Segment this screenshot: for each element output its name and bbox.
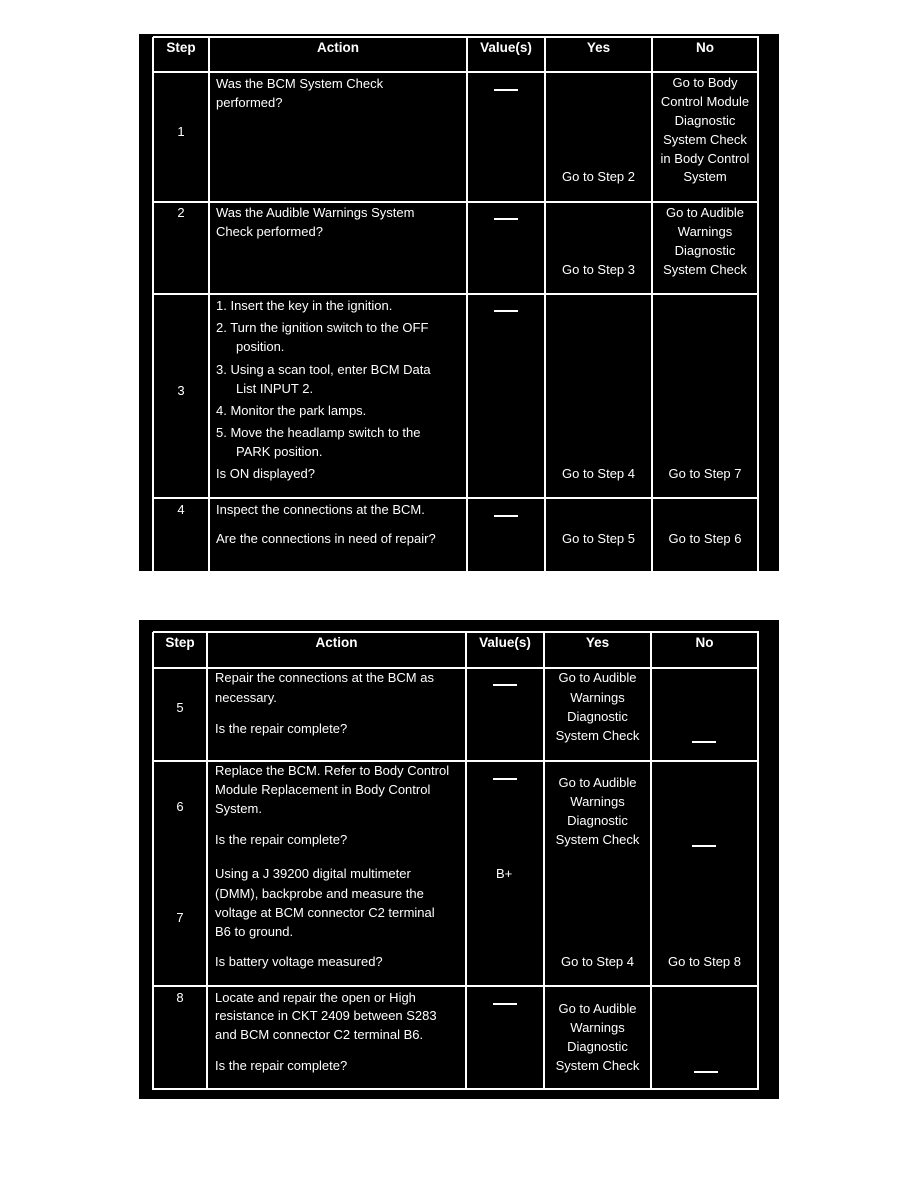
- no-dash: [694, 1071, 718, 1073]
- action-text: Is the repair complete?: [215, 721, 348, 736]
- no-dash: [692, 741, 716, 743]
- action-text: Was the BCM System Check: [216, 76, 384, 91]
- action-text: Are the connections in need of repair?: [216, 531, 436, 546]
- header-step: Step: [166, 40, 196, 55]
- yes-cell: Go to Audible: [558, 775, 637, 790]
- action-text: Check performed?: [216, 224, 323, 239]
- yes-cell: Go to Audible: [558, 1001, 637, 1016]
- step-number: 3: [177, 383, 185, 398]
- value-cell: B+: [496, 866, 513, 881]
- action-text: 1. Insert the key in the ignition.: [216, 298, 393, 313]
- action-text: Is ON displayed?: [216, 466, 315, 481]
- no-cell: Go to Audible: [665, 205, 745, 220]
- no-cell: System Check: [663, 262, 747, 277]
- action-text: position.: [236, 339, 285, 354]
- action-text: List INPUT 2.: [236, 381, 314, 396]
- action-text: Locate and repair the open or High: [215, 990, 416, 1005]
- step-number: 1: [177, 124, 185, 139]
- yes-cell: Warnings: [570, 1020, 625, 1035]
- no-cell: Go to Step 6: [668, 531, 742, 546]
- yes-cell: Go to Step 3: [562, 262, 635, 277]
- action-text: Module Replacement in Body Control: [215, 782, 431, 797]
- header-yes: Yes: [585, 635, 610, 650]
- action-text: Replace the BCM. Refer to Body Control: [215, 763, 450, 778]
- yes-cell: System Check: [555, 1058, 640, 1073]
- header-action: Action: [315, 635, 358, 650]
- action-text: 4. Monitor the park lamps.: [216, 403, 367, 418]
- header-yes: Yes: [586, 40, 611, 55]
- step-number: 6: [176, 799, 184, 814]
- action-text: voltage at BCM connector C2 terminal: [215, 905, 435, 920]
- yes-cell: Warnings: [570, 794, 625, 809]
- action-text: Was the Audible Warnings System: [216, 205, 415, 220]
- yes-cell: Go to Step 4: [562, 466, 635, 481]
- action-text: Is battery voltage measured?: [215, 954, 383, 969]
- header-no: No: [696, 40, 714, 55]
- no-cell: System: [683, 169, 727, 184]
- yes-cell: Go to Audible: [558, 670, 637, 685]
- action-text: performed?: [216, 95, 283, 110]
- header-no: No: [695, 635, 714, 650]
- action-text: necessary.: [215, 690, 277, 705]
- action-text: Using a J 39200 digital multimeter: [215, 866, 411, 881]
- action-text: Inspect the connections at the BCM.: [216, 502, 425, 517]
- value-dash: [494, 310, 518, 312]
- yes-cell: Diagnostic: [567, 813, 628, 828]
- action-text: 2. Turn the ignition switch to the OFF: [216, 320, 429, 335]
- value-dash: [494, 89, 518, 91]
- yes-cell: Warnings: [570, 690, 625, 705]
- step-number: 2: [177, 205, 185, 220]
- action-text: 3. Using a scan tool, enter BCM Data: [216, 362, 431, 377]
- action-text: PARK position.: [236, 444, 323, 459]
- no-cell: in Body Control: [660, 151, 750, 166]
- diagnostic-table-1: [139, 34, 779, 571]
- header-values: Value(s): [480, 40, 532, 55]
- header-values: Value(s): [479, 635, 531, 650]
- step-number: 5: [176, 700, 184, 715]
- yes-cell: Diagnostic: [567, 1039, 628, 1054]
- no-cell: Control Module: [660, 94, 750, 109]
- value-dash: [493, 684, 517, 686]
- action-text: Is the repair complete?: [215, 1058, 348, 1073]
- action-text: B6 to ground.: [215, 924, 294, 939]
- value-dash: [493, 1003, 517, 1005]
- no-dash: [692, 845, 716, 847]
- no-cell: System Check: [663, 132, 747, 147]
- action-text: System.: [215, 801, 262, 816]
- no-cell: Diagnostic: [674, 243, 736, 258]
- action-text: Is the repair complete?: [215, 832, 348, 847]
- step-number: 8: [176, 990, 184, 1005]
- header-step: Step: [165, 635, 195, 650]
- action-text: and BCM connector C2 terminal B6.: [215, 1027, 424, 1042]
- yes-cell: System Check: [555, 832, 640, 847]
- yes-cell: Go to Step 4: [561, 954, 634, 969]
- step-number: 4: [177, 502, 185, 517]
- value-dash: [494, 515, 518, 517]
- no-cell: Go to Step 8: [668, 954, 741, 969]
- yes-cell: System Check: [555, 728, 640, 743]
- no-cell: Warnings: [677, 224, 733, 239]
- action-text: resistance in CKT 2409 between S283: [215, 1008, 437, 1023]
- no-cell: Go to Step 7: [668, 466, 742, 481]
- no-cell: Go to Body: [672, 75, 738, 90]
- yes-cell: Go to Step 5: [562, 531, 635, 546]
- value-dash: [493, 778, 517, 780]
- header-action: Action: [317, 40, 359, 55]
- no-cell: Diagnostic: [674, 113, 736, 128]
- action-text: Repair the connections at the BCM as: [215, 670, 434, 685]
- step-number: 7: [176, 910, 184, 925]
- yes-cell: Diagnostic: [567, 709, 628, 724]
- action-text: 5. Move the headlamp switch to the: [216, 425, 421, 440]
- value-dash: [494, 218, 518, 220]
- diagnostic-table-2: [139, 620, 779, 1099]
- yes-cell: Go to Step 2: [562, 169, 635, 184]
- action-text: (DMM), backprobe and measure the: [215, 886, 424, 901]
